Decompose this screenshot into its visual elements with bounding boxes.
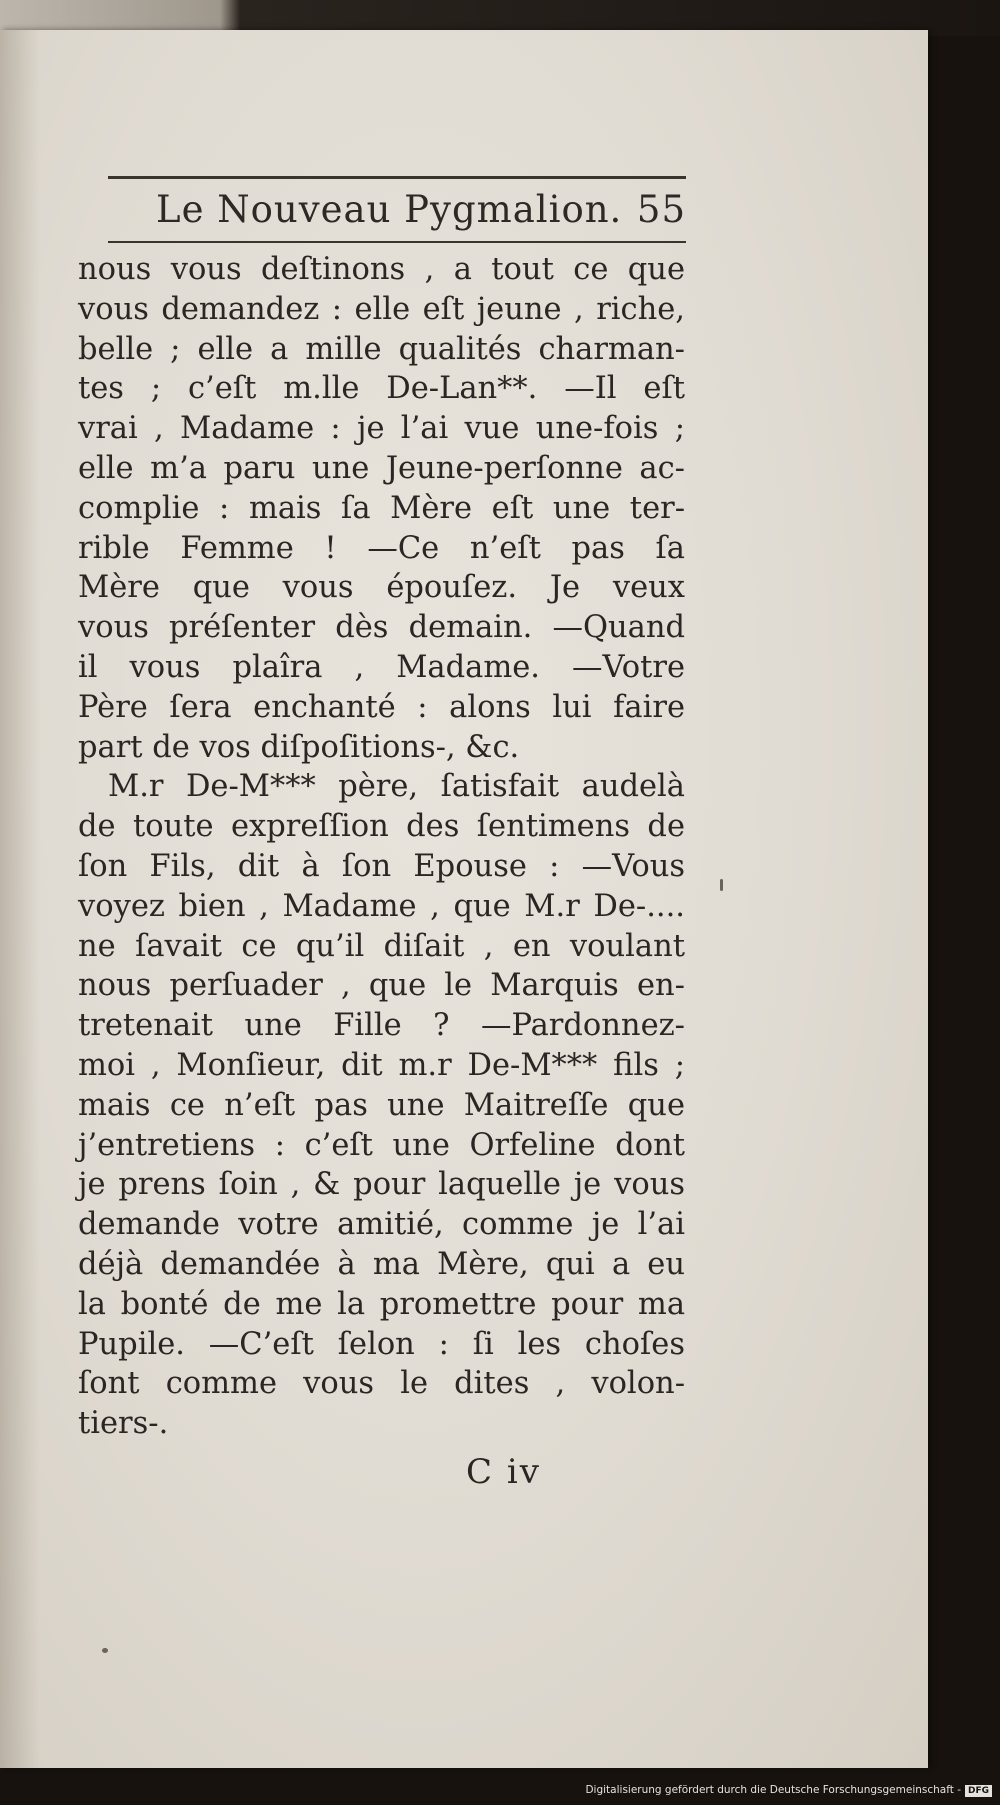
paper-speck <box>102 1648 108 1653</box>
text-line: tiers-. <box>78 1406 169 1442</box>
text-line: complie : mais ſa Mère eſt une ter- <box>78 490 685 526</box>
text-line: nous vous deſtinons , a tout ce que <box>78 252 685 287</box>
running-head-title: Le Nouveau Pygmalion. <box>156 188 623 231</box>
text-line: tes ; c’eſt m.lle De-Lan**. —Il eſt <box>78 371 685 407</box>
text-line: il vous plaîra , Madame. —Votre <box>78 649 685 685</box>
text-line: j’entretiens : c’eſt une Orfeline dont <box>78 1127 685 1163</box>
dfg-logo-icon: DFG <box>965 1785 992 1797</box>
text-line: de toute expreſſion des ſentimens de <box>78 809 685 845</box>
text-line: demande votre amitié, comme je l’ai <box>78 1207 685 1243</box>
digitization-credit <box>585 1784 992 1797</box>
text-line: moi , Monſieur, dit m.r De-M*** fils ; <box>78 1047 685 1083</box>
text-line: tretenait une Fille ? —Pardonnez- <box>78 1008 685 1044</box>
header-rule-bottom <box>108 241 686 243</box>
text-line: part de vos diſpoſitions-, &c. <box>78 729 520 765</box>
text-line: mais ce n’eſt pas une Maitreſſe que <box>78 1087 685 1123</box>
page-number: 55 <box>636 188 686 231</box>
paper-speck <box>720 879 723 891</box>
text-line: nous perſuader , que le Marquis en- <box>78 968 685 1004</box>
text-line: je prens ſoin , & pour laquelle je vous <box>78 1167 685 1203</box>
text-line: vous préſenter dès demain. —Quand <box>78 610 685 646</box>
text-line: ne ſavait ce qu’il diſait , en voulant <box>78 928 685 964</box>
text-line: Pupile. —C’eſt ſelon : ſi les choſes <box>78 1326 685 1362</box>
text-line: vous demandez : elle eſt jeune , riche, <box>78 291 685 327</box>
text-line: vrai , Madame : je l’ai vue une-fois ; <box>78 411 685 447</box>
text-line: la bonté de me la promettre pour ma <box>78 1286 685 1322</box>
body-text <box>78 250 685 1444</box>
text-line: voyez bien , Madame , que M.r De-.... <box>78 888 685 924</box>
text-line: ſon Fils, dit à ſon Epouse : —Vous <box>78 848 685 884</box>
running-head <box>108 182 686 238</box>
text-line: Père ſera enchanté : alons lui faire <box>78 689 685 725</box>
signature-mark: C iv <box>466 1452 541 1492</box>
text-line: rible Femme ! —Ce n’eſt pas ſa <box>78 530 685 566</box>
book-page <box>0 30 928 1768</box>
text-line: ſont comme vous le dites , volon- <box>78 1366 685 1402</box>
header-rule-top <box>108 176 686 179</box>
text-line: M.r De-M*** père, ſatisfait audelà <box>108 769 685 805</box>
text-line: déjà demandée à ma Mère, qui a eu <box>78 1246 685 1282</box>
credit-text: Digitalisierung gefördert durch die Deutsche Forschungsgemeinschaft - <box>585 1784 961 1796</box>
text-line: belle ; elle a mille qualités charman- <box>78 331 685 367</box>
text-line: elle m’a paru une Jeune-perſonne ac- <box>78 450 685 486</box>
text-line: Mère que vous épouſez. Je veux <box>78 570 685 606</box>
